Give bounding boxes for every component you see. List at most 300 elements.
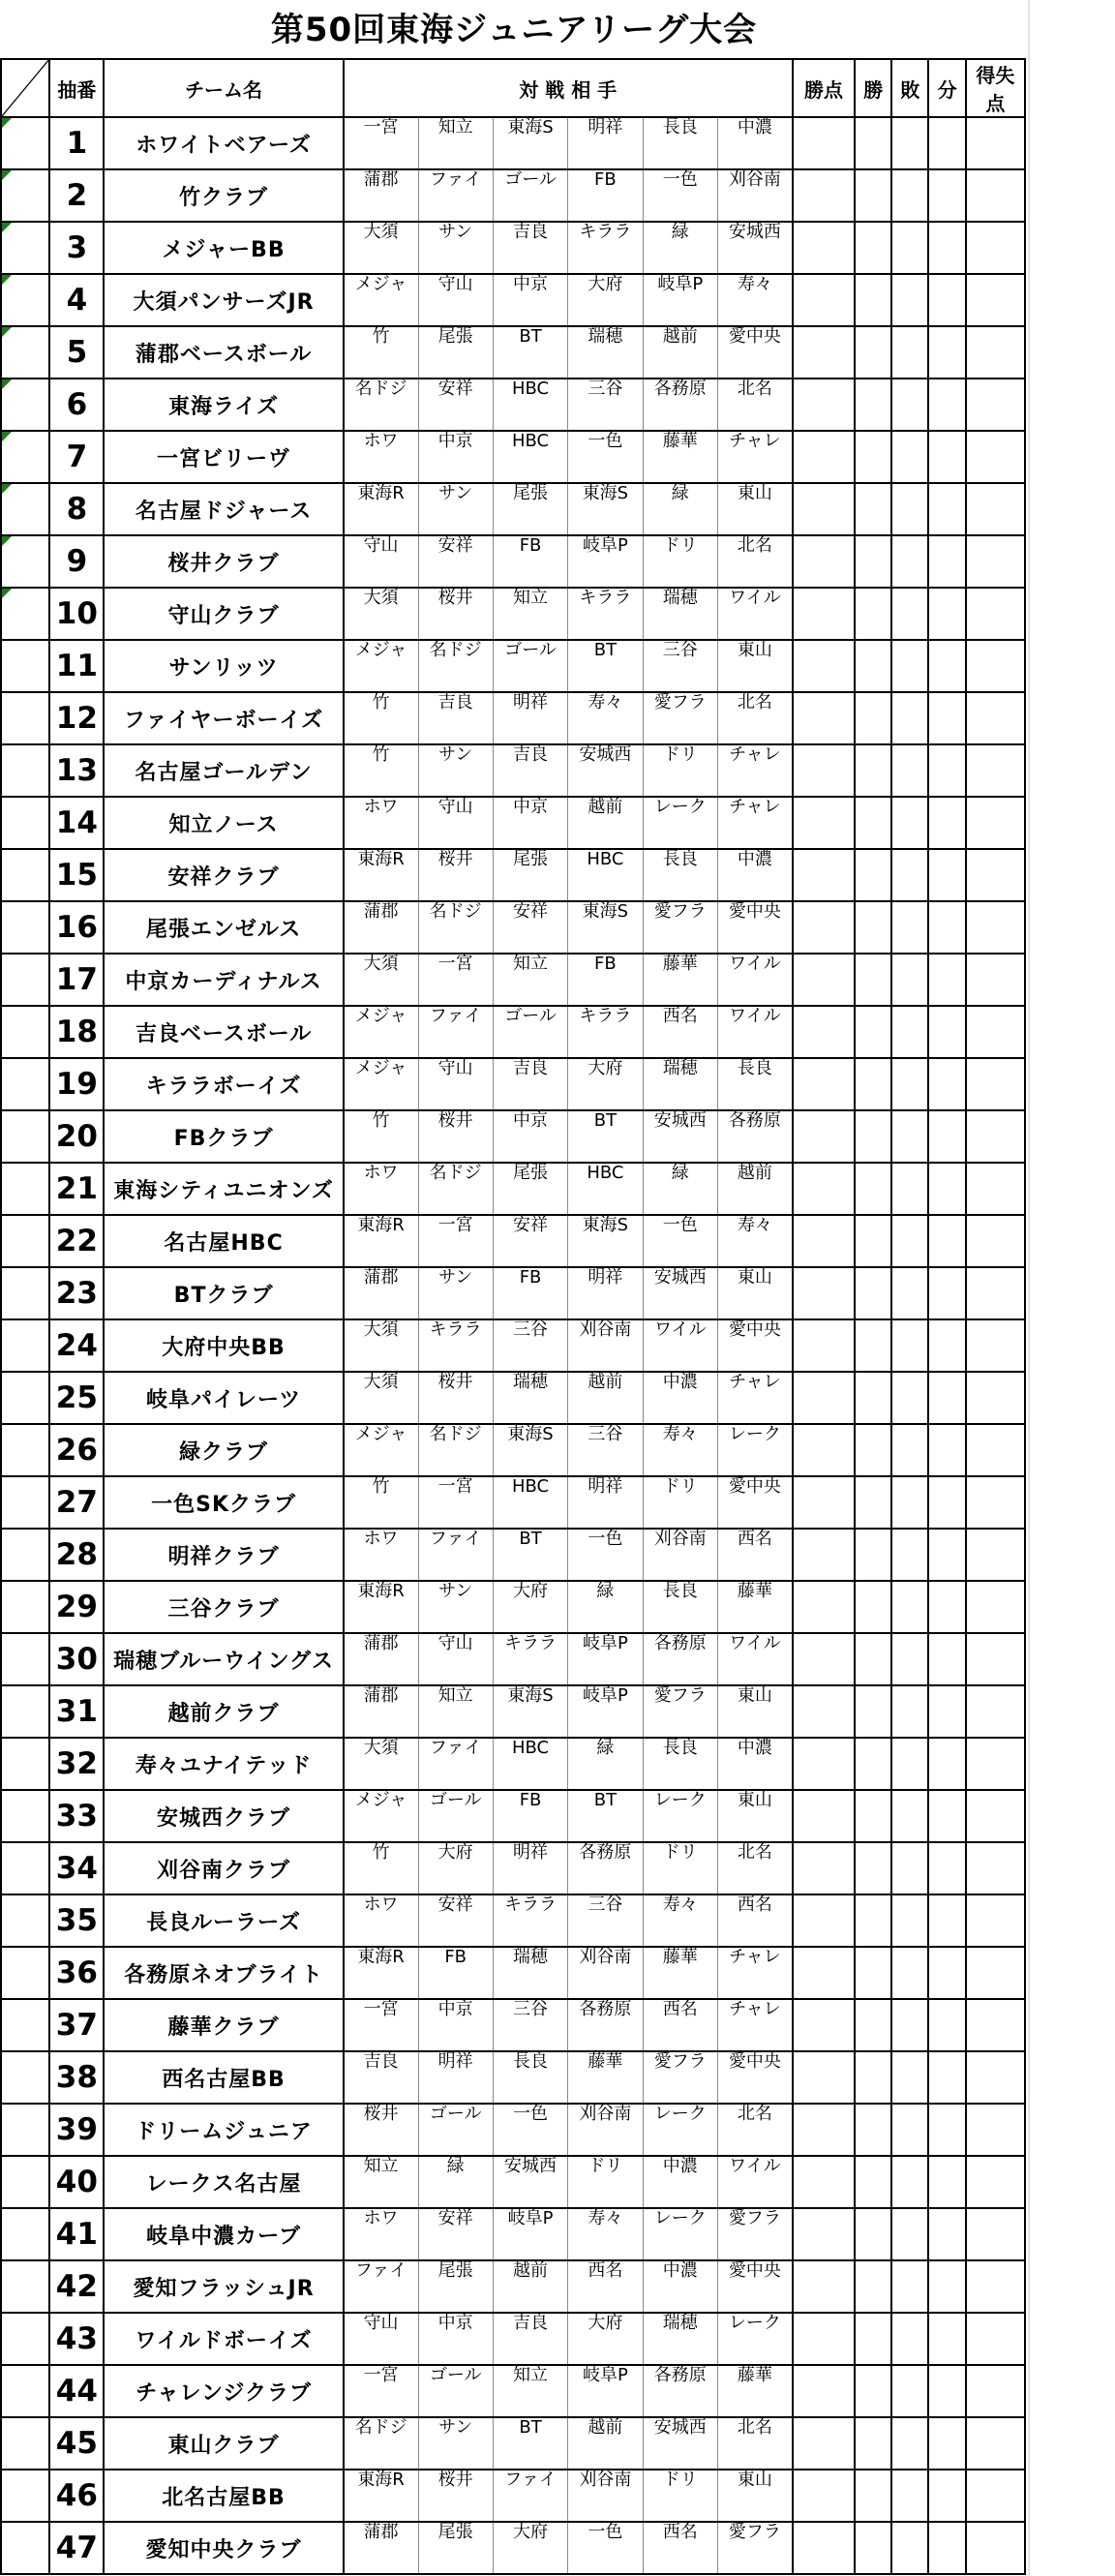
opponent-cell: 長良: [643, 849, 717, 901]
team-name: 一色SKクラブ: [104, 1476, 343, 1529]
goal-diff-cell: [966, 1215, 1025, 1267]
opponent-cell: 藤華: [568, 2051, 643, 2104]
losses-cell: [891, 1319, 928, 1372]
team-name: 東山クラブ: [104, 2417, 343, 2470]
opponent-cell: 安城西: [493, 2156, 567, 2208]
draws-cell: [928, 274, 965, 326]
opponent-cell: 尾張: [418, 2522, 493, 2574]
opponent-cell: 三谷: [493, 1319, 567, 1372]
draw-number: 22: [49, 1215, 104, 1267]
row-lead-cell: [1, 1476, 49, 1529]
opponent-cell: レーク: [717, 1424, 792, 1476]
team-name: 蒲郡ベースボール: [104, 326, 343, 379]
table-row: [1, 2417, 1025, 2470]
points-cell: [793, 2104, 855, 2156]
draws-cell: [928, 1633, 965, 1685]
opponent-cell: 蒲郡: [344, 2522, 418, 2574]
opponent-cell: ドリ: [643, 744, 717, 797]
opponent-cell: チャレ: [717, 797, 792, 849]
row-lead-cell: [1, 1319, 49, 1372]
opponent-cell: 桜井: [418, 588, 493, 640]
draws-cell: [928, 483, 965, 535]
opponent-cell: 東海S: [568, 901, 643, 954]
opponent-cell: 各務原: [717, 1110, 792, 1163]
draws-cell: [928, 1215, 965, 1267]
opponent-cell: 北名: [717, 379, 792, 431]
opponent-cell: 北名: [717, 2104, 792, 2156]
losses-cell: [891, 2104, 928, 2156]
wins-cell: [855, 1738, 891, 1790]
row-lead-cell: [1, 1581, 49, 1633]
table-row: [1, 1842, 1025, 1894]
row-lead-cell: [1, 2470, 49, 2522]
opponent-cell: 明祥: [493, 1842, 567, 1894]
losses-cell: [891, 588, 928, 640]
row-lead-cell: [1, 2313, 49, 2365]
row-lead-cell: [1, 1529, 49, 1581]
points-cell: [793, 1372, 855, 1424]
draw-number: 32: [49, 1738, 104, 1790]
opponent-cell: 東海R: [344, 483, 418, 535]
opponent-cell: 愛中央: [717, 1476, 792, 1529]
draw-number: 4: [49, 274, 104, 326]
wins-cell: [855, 326, 891, 379]
opponent-cell: 三谷: [568, 379, 643, 431]
row-lead-cell: [1, 2522, 49, 2574]
team-name: 尾張エンゼルス: [104, 901, 343, 954]
opponent-cell: 西名: [643, 2522, 717, 2574]
losses-cell: [891, 1581, 928, 1633]
cell-comment-marker: [2, 432, 12, 441]
team-name: 藤華クラブ: [104, 1999, 343, 2051]
goal-diff-cell: [966, 1999, 1025, 2051]
draw-number: 25: [49, 1372, 104, 1424]
opponent-cell: 蒲郡: [344, 1685, 418, 1738]
draws-cell: [928, 1424, 965, 1476]
opponent-cell: 一宮: [344, 117, 418, 169]
team-name: 名古屋HBC: [104, 1215, 343, 1267]
draw-number: 3: [49, 222, 104, 274]
table-row: [1, 1110, 1025, 1163]
opponent-cell: BT: [568, 1790, 643, 1842]
goal-diff-cell: [966, 222, 1025, 274]
opponent-cell: 岐阜P: [493, 2208, 567, 2260]
cell-comment-marker: [2, 589, 12, 598]
opponent-cell: FB: [568, 169, 643, 222]
opponent-cell: キララ: [493, 1894, 567, 1947]
draw-number: 39: [49, 2104, 104, 2156]
wins-cell: [855, 588, 891, 640]
opponent-cell: 蒲郡: [344, 1267, 418, 1319]
opponent-cell: BT: [493, 2417, 567, 2470]
opponent-cell: 藤華: [717, 2365, 792, 2417]
wins-cell: [855, 2208, 891, 2260]
team-name: 桜井クラブ: [104, 535, 343, 588]
row-lead-cell: [1, 1110, 49, 1163]
draw-number: 30: [49, 1633, 104, 1685]
opponent-cell: 東海R: [344, 1947, 418, 1999]
points-cell: [793, 2365, 855, 2417]
draw-number: 47: [49, 2522, 104, 2574]
points-cell: [793, 1006, 855, 1058]
goal-diff-cell: [966, 2417, 1025, 2470]
draw-number: 8: [49, 483, 104, 535]
opponent-cell: 西名: [643, 1006, 717, 1058]
page-title: 第50回東海ジュニアリーグ大会: [270, 11, 758, 49]
opponent-cell: メジャ: [344, 1006, 418, 1058]
draws-cell: [928, 1790, 965, 1842]
points-cell: [793, 2417, 855, 2470]
team-name: 西名古屋BB: [104, 2051, 343, 2104]
opponent-cell: 瑞穂: [493, 1372, 567, 1424]
opponent-cell: 大須: [344, 1738, 418, 1790]
losses-cell: [891, 744, 928, 797]
opponent-cell: 三谷: [493, 1999, 567, 2051]
draw-number: 19: [49, 1058, 104, 1110]
opponent-cell: 安祥: [493, 901, 567, 954]
points-cell: [793, 588, 855, 640]
draws-cell: [928, 2365, 965, 2417]
row-lead-cell: [1, 1842, 49, 1894]
draws-cell: [928, 640, 965, 692]
opponent-cell: 桜井: [418, 1372, 493, 1424]
opponent-cell: 藤華: [643, 1947, 717, 1999]
table-row: [1, 744, 1025, 797]
opponent-cell: 一色: [643, 1215, 717, 1267]
opponent-cell: 寿々: [717, 1215, 792, 1267]
goal-diff-cell: [966, 692, 1025, 744]
opponent-cell: 明祥: [568, 117, 643, 169]
points-cell: [793, 1058, 855, 1110]
table-row: [1, 692, 1025, 744]
opponent-cell: 緑: [643, 1163, 717, 1215]
draws-cell: [928, 431, 965, 483]
points-cell: [793, 1581, 855, 1633]
row-lead-cell: [1, 797, 49, 849]
goal-diff-cell: [966, 1790, 1025, 1842]
opponent-cell: 緑: [643, 222, 717, 274]
draws-cell: [928, 954, 965, 1006]
team-name: 竹クラブ: [104, 169, 343, 222]
losses-cell: [891, 483, 928, 535]
draw-number: 28: [49, 1529, 104, 1581]
row-lead-cell: [1, 1685, 49, 1738]
draws-cell: [928, 2051, 965, 2104]
opponent-cell: 安城西: [568, 744, 643, 797]
sheet-gridline: [1028, 0, 1030, 2576]
losses-cell: [891, 1006, 928, 1058]
table-row: [1, 901, 1025, 954]
losses-cell: [891, 640, 928, 692]
opponent-cell: 竹: [344, 1842, 418, 1894]
goal-diff-cell: [966, 2104, 1025, 2156]
opponent-cell: 寿々: [643, 1894, 717, 1947]
opponent-cell: 中京: [418, 431, 493, 483]
row-lead-cell: [1, 640, 49, 692]
team-name: 吉良ベースボール: [104, 1006, 343, 1058]
goal-diff-cell: [966, 901, 1025, 954]
cell-comment-marker: [2, 327, 12, 337]
team-name: 東海ライズ: [104, 379, 343, 431]
opponent-cell: メジャ: [344, 274, 418, 326]
draws-cell: [928, 588, 965, 640]
table-row: [1, 483, 1025, 535]
team-name: 明祥クラブ: [104, 1529, 343, 1581]
opponent-cell: 中京: [493, 1110, 567, 1163]
opponent-cell: ゴール: [418, 1790, 493, 1842]
goal-diff-cell: [966, 1581, 1025, 1633]
wins-cell: [855, 1110, 891, 1163]
wins-cell: [855, 1372, 891, 1424]
wins-cell: [855, 431, 891, 483]
wins-cell: [855, 483, 891, 535]
opponent-cell: FB: [493, 1267, 567, 1319]
goal-diff-cell: [966, 640, 1025, 692]
opponent-cell: 東山: [717, 640, 792, 692]
opponent-cell: キララ: [568, 588, 643, 640]
opponent-cell: 竹: [344, 1110, 418, 1163]
losses-cell: [891, 2470, 928, 2522]
opponent-cell: ゴール: [493, 640, 567, 692]
losses-cell: [891, 1894, 928, 1947]
wins-cell: [855, 797, 891, 849]
points-cell: [793, 483, 855, 535]
opponent-cell: 三谷: [643, 640, 717, 692]
opponent-cell: 藤華: [643, 431, 717, 483]
losses-cell: [891, 274, 928, 326]
opponent-cell: 大須: [344, 1372, 418, 1424]
losses-cell: [891, 2208, 928, 2260]
table-row: [1, 2260, 1025, 2313]
opponent-cell: 愛フラ: [643, 901, 717, 954]
draws-cell: [928, 1842, 965, 1894]
losses-cell: [891, 1372, 928, 1424]
opponent-cell: 大府: [418, 1842, 493, 1894]
points-cell: [793, 2470, 855, 2522]
opponent-cell: 中濃: [643, 1372, 717, 1424]
opponent-cell: FB: [418, 1947, 493, 1999]
cell-comment-marker: [2, 536, 12, 546]
row-lead-cell: [1, 744, 49, 797]
draws-cell: [928, 1529, 965, 1581]
table-row: [1, 222, 1025, 274]
wins-cell: [855, 1999, 891, 2051]
draw-number: 29: [49, 1581, 104, 1633]
points-cell: [793, 797, 855, 849]
opponent-cell: レーク: [717, 2313, 792, 2365]
goal-diff-cell: [966, 1947, 1025, 1999]
losses-cell: [891, 326, 928, 379]
table-row: [1, 1894, 1025, 1947]
draws-cell: [928, 2156, 965, 2208]
team-name: 安城西クラブ: [104, 1790, 343, 1842]
team-name: 岐阜中濃カーブ: [104, 2208, 343, 2260]
points-cell: [793, 954, 855, 1006]
draw-number: 24: [49, 1319, 104, 1372]
opponent-cell: キララ: [568, 222, 643, 274]
table-row: [1, 431, 1025, 483]
wins-cell: [855, 1529, 891, 1581]
losses-cell: [891, 2051, 928, 2104]
draw-number: 34: [49, 1842, 104, 1894]
goal-diff-cell: [966, 1738, 1025, 1790]
opponent-cell: 名ドジ: [344, 2417, 418, 2470]
opponent-cell: 桜井: [418, 849, 493, 901]
points-cell: [793, 222, 855, 274]
opponent-cell: 寿々: [717, 274, 792, 326]
opponent-cell: 北名: [717, 2417, 792, 2470]
points-cell: [793, 1842, 855, 1894]
cell-comment-marker: [2, 484, 12, 494]
opponent-cell: 尾張: [493, 849, 567, 901]
wins-cell: [855, 117, 891, 169]
opponent-cell: メジャ: [344, 1790, 418, 1842]
row-lead-cell: [1, 1267, 49, 1319]
opponent-cell: 明祥: [493, 692, 567, 744]
losses-cell: [891, 1633, 928, 1685]
opponent-cell: 刈谷南: [568, 2104, 643, 2156]
header-draws: 分: [928, 59, 965, 117]
row-lead-cell: [1, 1633, 49, 1685]
points-cell: [793, 1424, 855, 1476]
opponent-cell: 藤華: [643, 954, 717, 1006]
points-cell: [793, 1790, 855, 1842]
opponent-cell: 愛フラ: [643, 692, 717, 744]
opponent-cell: 瑞穂: [568, 326, 643, 379]
draws-cell: [928, 2522, 965, 2574]
row-lead-cell: [1, 169, 49, 222]
opponent-cell: 西名: [717, 1529, 792, 1581]
table-row: [1, 1633, 1025, 1685]
opponent-cell: 長良: [493, 2051, 567, 2104]
goal-diff-cell: [966, 1476, 1025, 1529]
draw-number: 46: [49, 2470, 104, 2522]
opponent-cell: ファイ: [418, 1006, 493, 1058]
opponent-cell: 東海R: [344, 2470, 418, 2522]
points-cell: [793, 1894, 855, 1947]
opponent-cell: ワイル: [717, 2156, 792, 2208]
table-row: [1, 2313, 1025, 2365]
opponent-cell: ワイル: [717, 1633, 792, 1685]
draw-number: 41: [49, 2208, 104, 2260]
losses-cell: [891, 169, 928, 222]
row-lead-cell: [1, 1738, 49, 1790]
goal-diff-cell: [966, 169, 1025, 222]
opponent-cell: 名ドジ: [418, 1163, 493, 1215]
wins-cell: [855, 1894, 891, 1947]
wins-cell: [855, 274, 891, 326]
goal-diff-cell: [966, 1894, 1025, 1947]
draws-cell: [928, 1947, 965, 1999]
opponent-cell: 中濃: [717, 117, 792, 169]
opponent-cell: 刈谷南: [568, 1947, 643, 1999]
opponent-cell: 一色: [568, 1529, 643, 1581]
draws-cell: [928, 1319, 965, 1372]
draws-cell: [928, 744, 965, 797]
table-row: [1, 2156, 1025, 2208]
goal-diff-cell: [966, 2470, 1025, 2522]
goal-diff-cell: [966, 1163, 1025, 1215]
header-goal-diff: 得失点: [966, 59, 1025, 117]
opponent-cell: サン: [418, 483, 493, 535]
opponent-cell: 安城西: [643, 2417, 717, 2470]
row-lead-cell: [1, 954, 49, 1006]
team-name: 刈谷南クラブ: [104, 1842, 343, 1894]
opponent-cell: 一色: [493, 2104, 567, 2156]
opponent-cell: 寿々: [568, 692, 643, 744]
points-cell: [793, 1110, 855, 1163]
opponent-cell: 明祥: [568, 1476, 643, 1529]
opponent-cell: HBC: [493, 379, 567, 431]
draw-number: 13: [49, 744, 104, 797]
wins-cell: [855, 692, 891, 744]
opponent-cell: 越前: [568, 1372, 643, 1424]
wins-cell: [855, 1581, 891, 1633]
opponent-cell: 吉良: [493, 1058, 567, 1110]
opponent-cell: 緑: [568, 1581, 643, 1633]
opponent-cell: 藤華: [717, 1581, 792, 1633]
wins-cell: [855, 1790, 891, 1842]
team-name: 名古屋ゴールデン: [104, 744, 343, 797]
wins-cell: [855, 1058, 891, 1110]
losses-cell: [891, 849, 928, 901]
losses-cell: [891, 797, 928, 849]
opponent-cell: 明祥: [568, 1267, 643, 1319]
opponent-cell: メジャ: [344, 1058, 418, 1110]
table-row: [1, 1058, 1025, 1110]
opponent-cell: 愛中央: [717, 2260, 792, 2313]
table-row: [1, 117, 1025, 169]
opponent-cell: 大府: [568, 274, 643, 326]
draw-number: 5: [49, 326, 104, 379]
opponent-cell: ワイル: [717, 1006, 792, 1058]
opponent-cell: 桜井: [418, 2470, 493, 2522]
row-lead-cell: [1, 849, 49, 901]
opponent-cell: 名ドジ: [418, 1424, 493, 1476]
header-points: 勝点: [793, 59, 855, 117]
row-lead-cell: [1, 1999, 49, 2051]
row-lead-cell: [1, 1947, 49, 1999]
wins-cell: [855, 1424, 891, 1476]
opponent-cell: ワイル: [717, 588, 792, 640]
opponent-cell: 越前: [568, 2417, 643, 2470]
opponent-cell: 中濃: [717, 849, 792, 901]
draws-cell: [928, 222, 965, 274]
opponent-cell: 北名: [717, 692, 792, 744]
opponent-cell: FB: [568, 954, 643, 1006]
opponent-cell: キララ: [568, 1006, 643, 1058]
team-name: ワイルドボーイズ: [104, 2313, 343, 2365]
wins-cell: [855, 2470, 891, 2522]
table-row: [1, 2104, 1025, 2156]
draw-number: 7: [49, 431, 104, 483]
opponent-cell: 各務原: [568, 1999, 643, 2051]
losses-cell: [891, 1842, 928, 1894]
opponent-cell: 三谷: [568, 1894, 643, 1947]
wins-cell: [855, 379, 891, 431]
wins-cell: [855, 169, 891, 222]
opponent-cell: HBC: [493, 431, 567, 483]
draw-number: 9: [49, 535, 104, 588]
losses-cell: [891, 1267, 928, 1319]
opponent-cell: 岐阜P: [568, 1685, 643, 1738]
opponent-cell: 東海S: [493, 1685, 567, 1738]
opponent-cell: HBC: [568, 1163, 643, 1215]
draw-number: 23: [49, 1267, 104, 1319]
points-cell: [793, 744, 855, 797]
table-row: [1, 1529, 1025, 1581]
team-name: チャレンジクラブ: [104, 2365, 343, 2417]
